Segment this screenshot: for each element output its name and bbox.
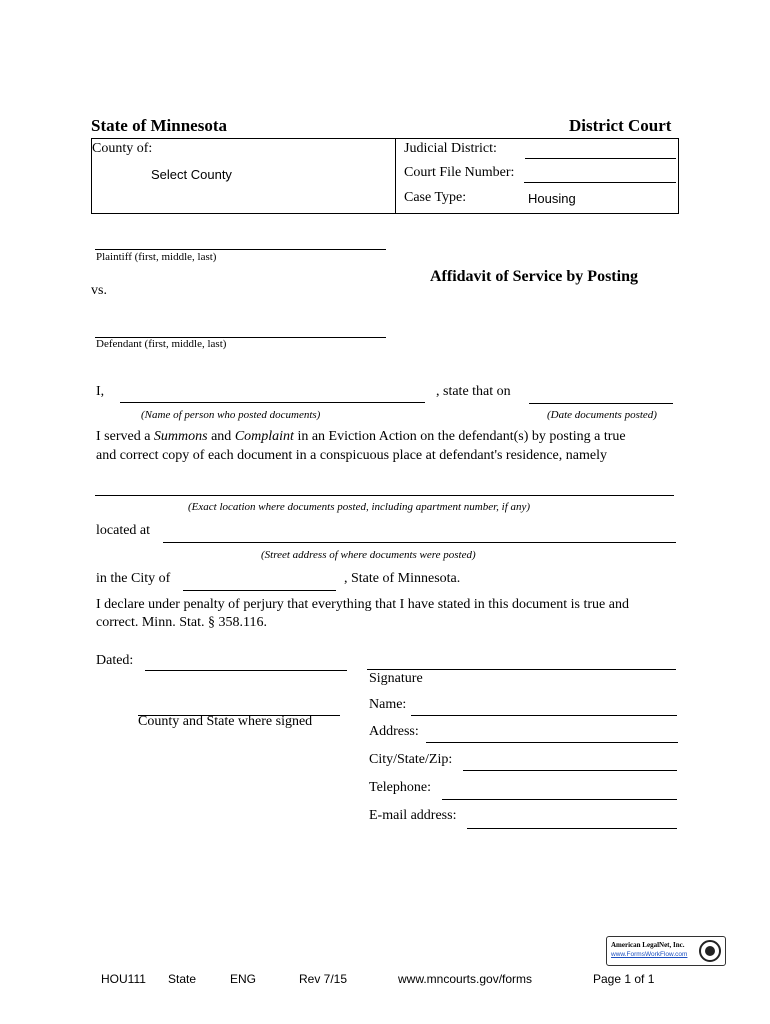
- plaintiff-field[interactable]: [95, 231, 386, 250]
- state-that-on-label: , state that on: [436, 384, 511, 399]
- telephone-label: Telephone:: [369, 780, 431, 795]
- served-statement-line2: and correct copy of each document in a conspicuous place at defendant's residence, namely: [96, 448, 607, 463]
- signature-caption: Signature: [369, 671, 423, 686]
- seal-icon: [699, 940, 721, 962]
- state-heading: State of Minnesota: [91, 116, 227, 135]
- county-label: County of:: [92, 141, 153, 156]
- street-address-caption: (Street address of where documents were posted): [261, 549, 476, 561]
- served-statement-line1: I served a Summons and Complaint in an Eviction Action on the defendant(s) by posting a true: [96, 429, 626, 444]
- declaration-line1: I declare under penalty of perjury that everything that I have stated in this document is true and: [96, 597, 629, 612]
- defendant-caption: Defendant (first, middle, last): [96, 338, 227, 350]
- email-field[interactable]: [467, 810, 677, 829]
- court-file-number-label: Court File Number:: [404, 165, 515, 180]
- dated-label: Dated:: [96, 653, 134, 668]
- address-field[interactable]: [426, 724, 678, 743]
- footer-revision: Rev 7/15: [299, 972, 348, 986]
- case-box-divider: [395, 139, 396, 213]
- plaintiff-caption: Plaintiff (first, middle, last): [96, 251, 217, 263]
- footer-page-number: Page 1 of 1: [593, 972, 655, 986]
- posting-location-field[interactable]: [95, 477, 674, 496]
- judicial-district-field[interactable]: [525, 140, 676, 159]
- court-file-number-field[interactable]: [524, 164, 676, 183]
- county-state-caption: County and State where signed: [138, 714, 313, 729]
- city-state-zip-label: City/State/Zip:: [369, 752, 453, 767]
- poster-name-field[interactable]: [120, 384, 425, 403]
- name-field[interactable]: [411, 697, 677, 716]
- address-label: Address:: [369, 724, 419, 739]
- i-label: I,: [96, 384, 105, 399]
- logo-link[interactable]: www.FormsWorkFlow.com: [611, 951, 688, 958]
- form-title: Affidavit of Service by Posting: [430, 268, 638, 285]
- poster-name-caption: (Name of person who posted documents): [141, 409, 321, 421]
- county-select[interactable]: Select County: [151, 167, 232, 182]
- city-field[interactable]: [183, 572, 336, 591]
- footer-language: ENG: [230, 972, 257, 986]
- defendant-field[interactable]: [95, 319, 386, 338]
- dated-field[interactable]: [145, 652, 347, 671]
- in-city-of-label: in the City of: [96, 571, 171, 586]
- court-heading: District Court: [569, 116, 672, 135]
- case-type-label: Case Type:: [404, 190, 467, 205]
- telephone-field[interactable]: [442, 781, 677, 800]
- located-at-label: located at: [96, 523, 151, 538]
- posting-location-caption: (Exact location where documents posted, including apartment number, if any): [188, 501, 531, 513]
- declaration-line2: correct. Minn. Stat. § 358.116.: [96, 615, 267, 630]
- case-type-value[interactable]: Housing: [528, 191, 576, 206]
- city-state-zip-field[interactable]: [463, 752, 677, 771]
- date-posted-field[interactable]: [529, 385, 673, 404]
- logo-company: American LegalNet, Inc.: [611, 941, 685, 949]
- legalnet-logo: [606, 936, 726, 966]
- name-label: Name:: [369, 697, 407, 712]
- signature-field[interactable]: [367, 651, 676, 670]
- date-posted-caption: (Date documents posted): [547, 409, 657, 421]
- state-of-minnesota-label: , State of Minnesota.: [344, 571, 461, 586]
- footer-website[interactable]: www.mncourts.gov/forms: [398, 972, 533, 986]
- footer-form-code: HOU111: [101, 972, 146, 986]
- vs-label: vs.: [91, 283, 107, 298]
- footer-jurisdiction: State: [168, 972, 197, 986]
- email-label: E-mail address:: [369, 808, 457, 823]
- street-address-field[interactable]: [163, 524, 676, 543]
- judicial-district-label: Judicial District:: [404, 141, 497, 156]
